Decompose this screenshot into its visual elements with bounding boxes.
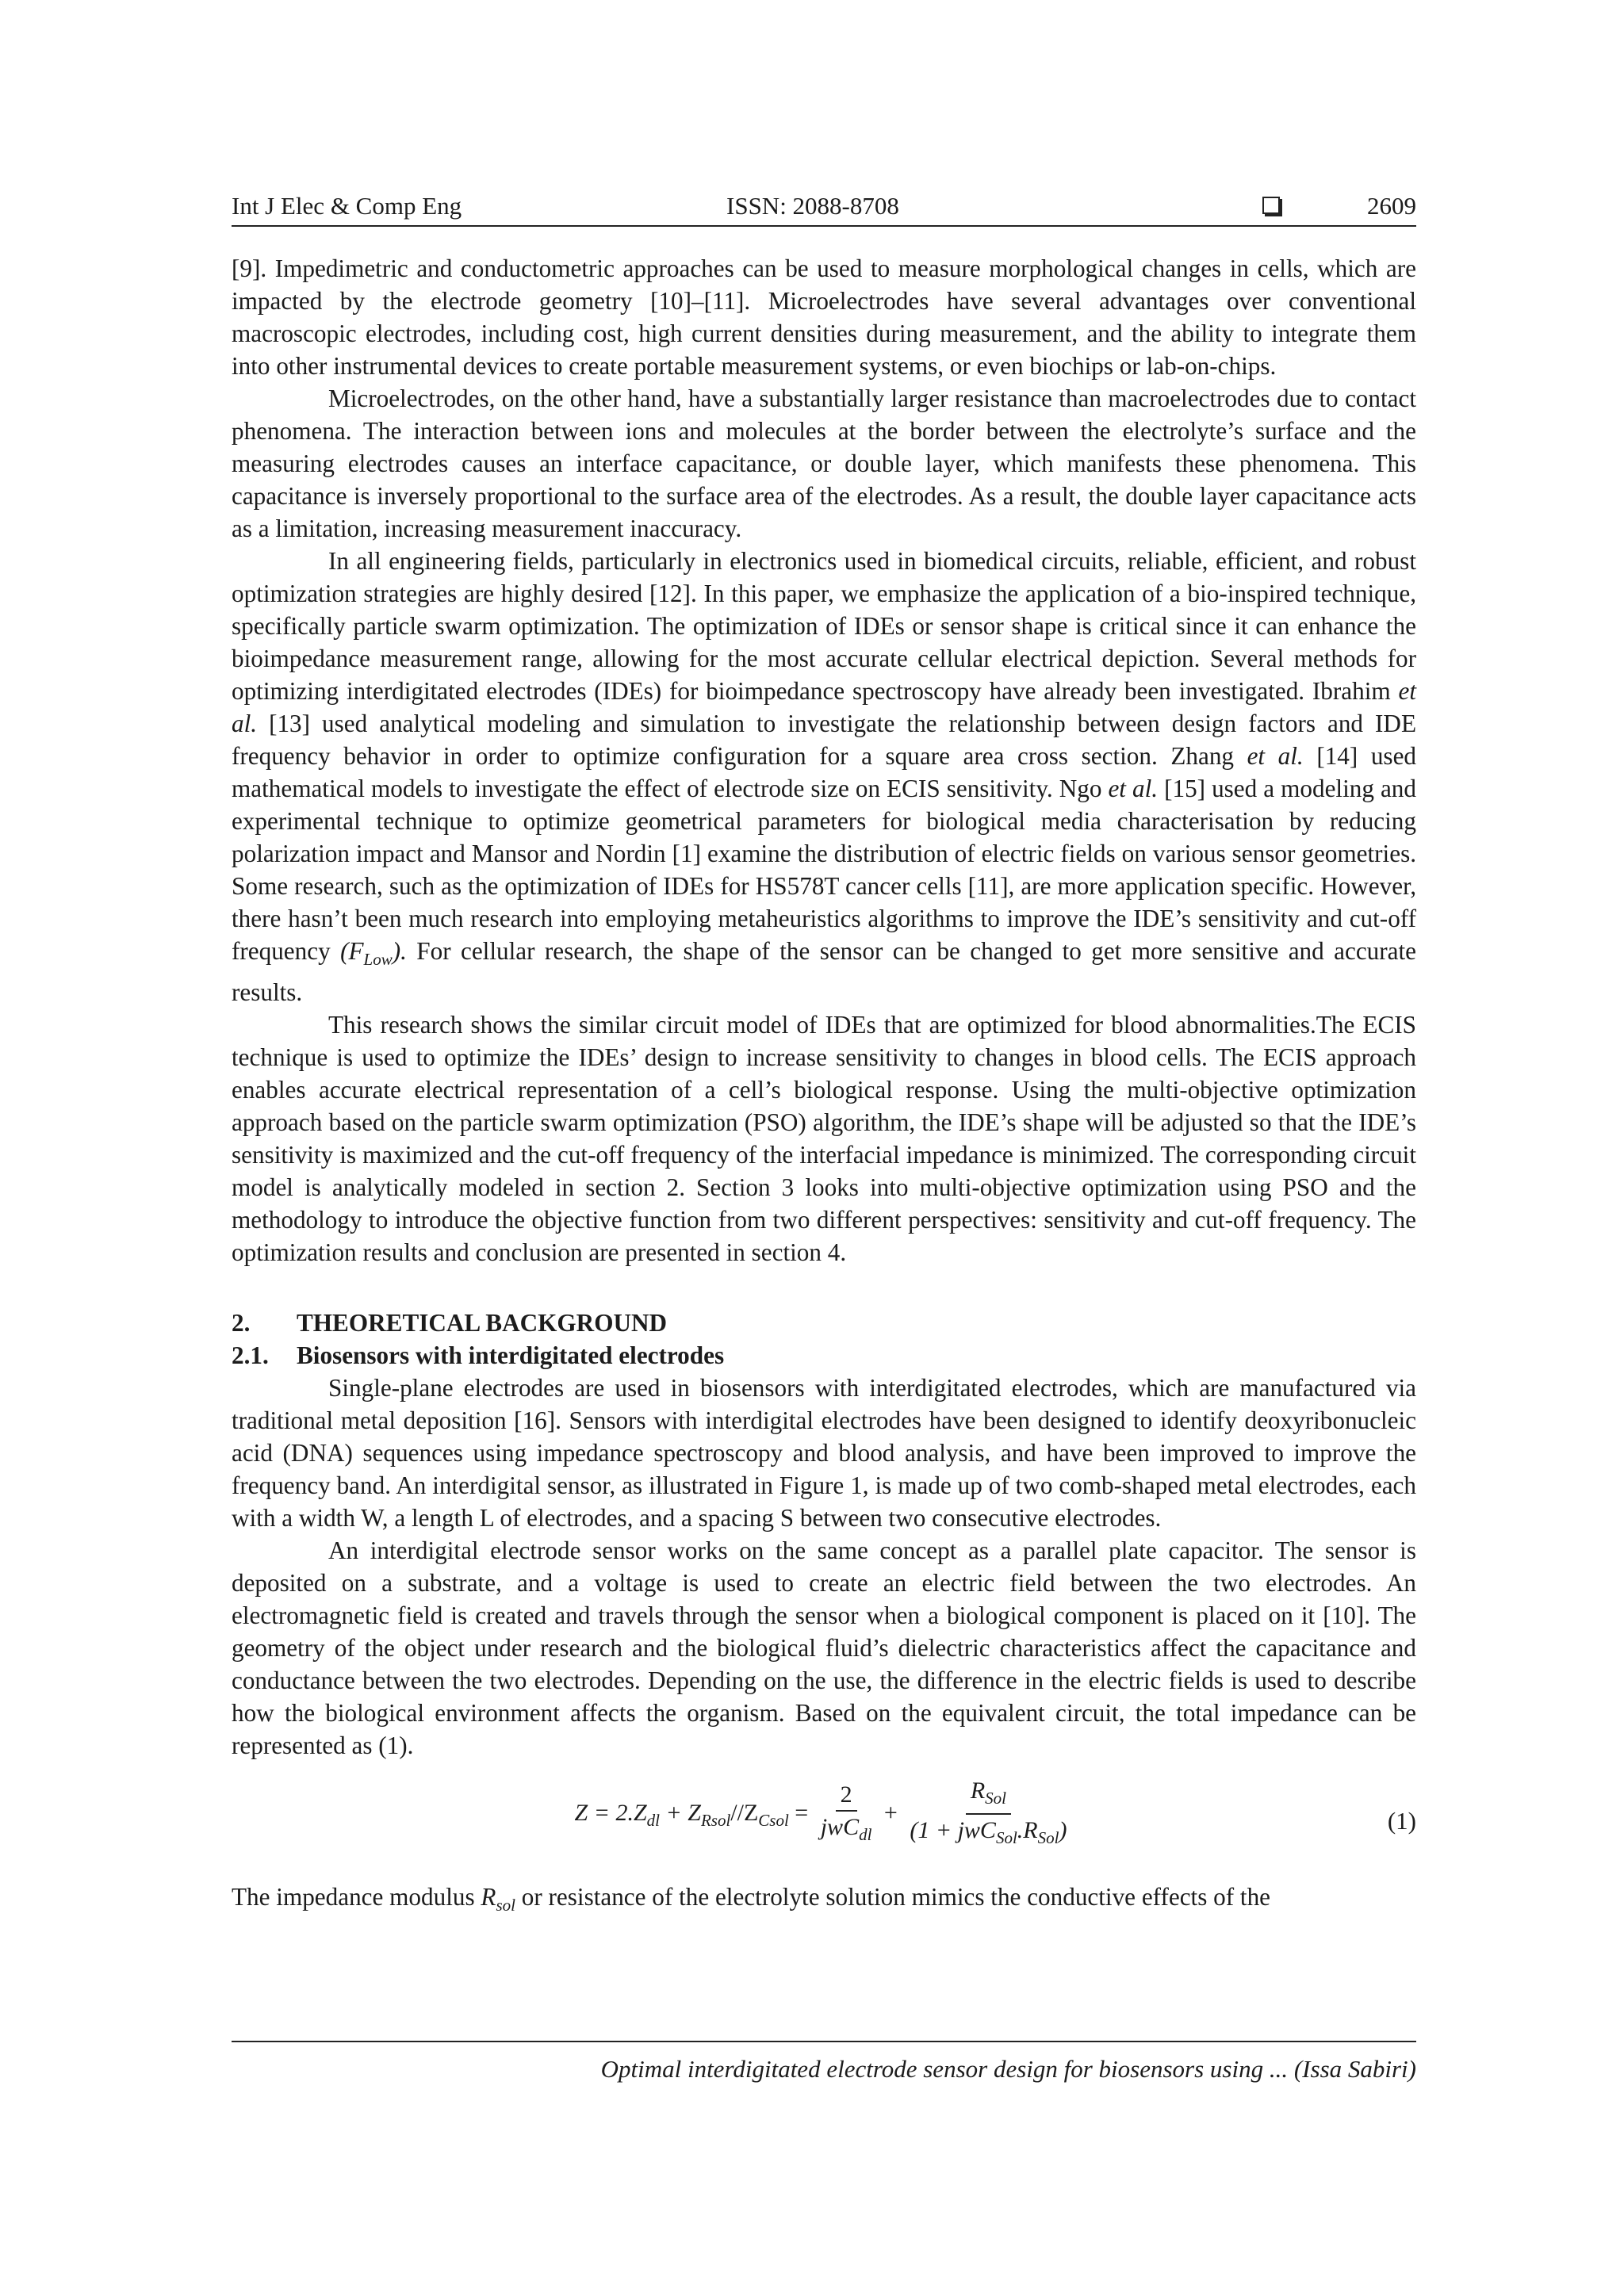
paragraph-5: Single-plane electrodes are used in biosensors with interdigitated electrodes, which are manufactured via traditional metal deposition [16]. Sensors with interdigital electrodes have been designed to identify deoxyribonucleic acid (DNA) sequences using impedance spectroscopy and blood analysis, and have been improved to improve the frequency band. An interdigital sensor, as illustrated in Figure 1, is made up of two comb-shaped metal electrodes, each with a width W, a length L of electrodes, and a spacing S between two consecutive electrodes. (232, 1374, 1416, 1533)
paragraph-2: Microelectrodes, on the other hand, have a substantially larger resistance than macroelectrodes due to contact phenomena. The interaction between ions and molecules at the border between the electrolyte’s surface and the measuring electrodes causes an interface capacitance, or double layer, which manifests these phenomena. This capacitance is inversely proportional to the surface area of the electrodes. As a result, the double layer capacitance acts as a limitation, increasing measurement inaccuracy. (232, 385, 1416, 542)
paragraph-6: An interdigital electrode sensor works on the same concept as a parallel plate capacitor. The sensor is deposited on a substrate, and a voltage is used to create an electric field between the two electrodes. An electromagnetic field is created and travels through the sensor when a biological component is placed on it [10]. The geometry of the object under research and the biological fluid’s dielectric characteristics affect the capacitance and conductance between the two electrodes. Depending on the use, the difference in the electric fields is used to describe how the biological environment affects the organism. Based on the equivalent circuit, the total impedance can be represented as (1). (232, 1536, 1416, 1760)
et-al-3: et al. (1108, 775, 1159, 802)
paragraph-3-part-c: [14] used mathematical models to investigate the effect of electrode size on ECIS sensitivity. Ngo (232, 742, 1417, 802)
paragraph-3-part-e: For cellular research, the shape of the sensor can be changed to get more sensitive and accurate results. (232, 937, 1416, 1007)
paragraph-3-part-a: In all engineering fields, particularly in electronics used in biomedical circuits, reliable, efficient, and robust optimization strategies are highly desired [12]. In this paper, we emphasize the application of a bio-inspired technique, specifically particle swarm optimization. The optimization of IDEs or sensor shape is critical since it can enhance the bioimpedance measurement range, allowing for the most accurate cellular electrical depiction. Several methods for optimizing interdigitated electrodes (IDEs) for bioimpedance spectroscopy have already been investigated. Ibrahim (232, 547, 1416, 705)
equation-body: $Z = 2.Z_{dl} + Z_{Rsol}//Z_{Csol}$ = $\frac{2}{jwC_{dl}}$ + $\frac{R_{Sol}}{(1 + jwC_{Sol}.R_{Sol})}$ (232, 1776, 1416, 1854)
page-number: 2609 (1367, 192, 1416, 220)
square-box-icon (1262, 197, 1280, 214)
equation-1 (232, 1776, 1416, 1868)
fraction-1: $\frac{2}{jwC_{dl}}$ (820, 1781, 872, 1844)
paragraph-7: The impedance modulus $R_{sol}$ or resistance of the electrolyte solution mimics the conductive effects of the (232, 1883, 1271, 1915)
running-header (232, 190, 1416, 227)
paragraph-3 (232, 545, 1416, 1008)
paragraph-4: This research shows the similar circuit model of IDEs that are optimized for blood abnormalities.The ECIS technique is used to optimize the IDEs’ design to increase sensitivity to changes in blood cells. The ECIS approach enables accurate electrical representation of a cell’s biological response. Using the multi-objective optimization approach based on the particle swarm optimization (PSO) algorithm, the IDE’s shape will be adjusted so that the IDE’s sensitivity is maximized and the cut-off frequency of the interfacial impedance is minimized. The corresponding circuit model is analytically modeled in section 2. Section 3 looks into multi-objective optimization using PSO and the methodology to introduce the objective function from two different perspectives: sensitivity and cut-off frequency. The optimization results and conclusion are presented in section 4. (232, 1011, 1416, 1267)
paragraph-1: [9]. Impedimetric and conductometric approaches can be used to measure morphological changes in cells, which are impacted by the electrode geometry [10]–[11]. Microelectrodes have several advantages over conventional macroscopic electrodes, including cost, high current densities during measurement, and the ability to integrate them into other instrumental devices to create portable measurement systems, or even biochips or lab-on-chips. (232, 254, 1416, 380)
journal-name: Int J Elec & Comp Eng (232, 192, 462, 220)
equation-number: (1) (1387, 1807, 1416, 1835)
footer-rule (232, 2041, 1416, 2042)
et-al-2: et al. (1247, 742, 1304, 770)
issn: ISSN: 2088-8708 (726, 192, 899, 220)
paragraph-3-part-b: [13] used analytical modeling and simulation to investigate the relationship between design factors and IDE frequency behavior in order to optimize configuration for a square area cross section. Zhang (232, 710, 1417, 770)
et-al-1: et al. (232, 677, 1416, 737)
main-text (232, 252, 1416, 1922)
flow-symbol: $(F_{Low})$. (340, 937, 407, 970)
paragraph-3-part-d: [15] used a modeling and experimental technique to optimize geometrical parameters for biological media characterisation by reducing polarization impact and Mansor and Nordin [1] examine the distribution of electric fields on various sensor geometries. Some research, such as the optimization of IDEs for HS578T cancer cells [11], are more application specific. However, there hasn’t been much research into employing metaheuristics algorithms to improve the IDE’s sensitivity and cut-off frequency (232, 775, 1416, 965)
fraction-2: $\frac{R_{Sol}}{(1 + jwC_{Sol}.R_{Sol})}$ (910, 1777, 1067, 1848)
running-footer: Optimal interdigitated electrode sensor design for biosensors using ... (Issa Sabiri) (600, 2055, 1416, 2083)
section-heading-2: 2. THEORETICAL BACKGROUND (232, 1309, 668, 1337)
section-heading-2-1: 2.1. Biosensors with interdigitated electrodes (232, 1341, 725, 1370)
